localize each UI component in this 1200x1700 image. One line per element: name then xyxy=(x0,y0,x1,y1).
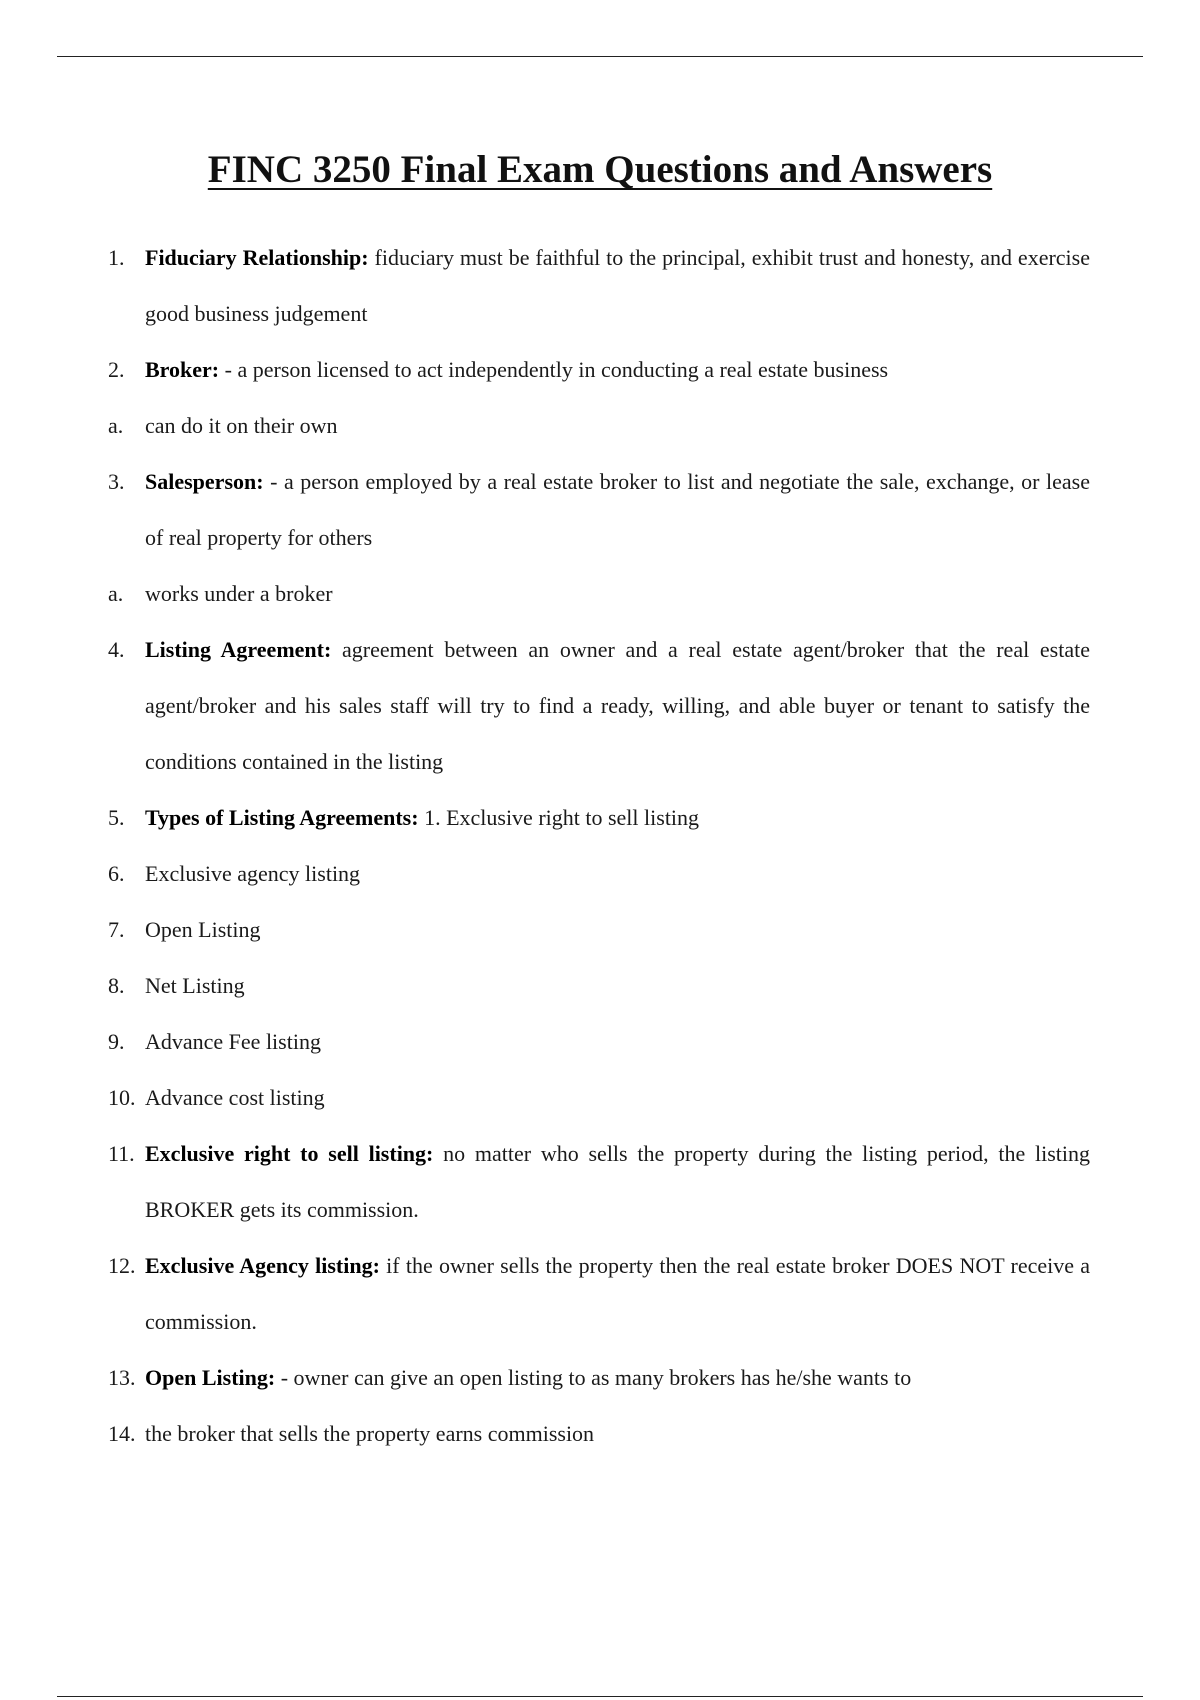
item-definition: - a person employed by a real estate broker to list and negotiate the sale, exchange, or lease of real property for others xyxy=(145,469,1090,550)
item-term: Exclusive right to sell listing: xyxy=(145,1141,434,1166)
item-number: 1. xyxy=(108,245,125,270)
qa-list xyxy=(0,230,1200,1462)
item-text xyxy=(145,1014,1090,1070)
list-item xyxy=(0,622,1200,790)
list-item xyxy=(0,398,1200,454)
top-rule xyxy=(57,56,1143,57)
item-text xyxy=(145,790,1090,846)
item-text xyxy=(145,622,1090,790)
item-definition: Advance Fee listing xyxy=(145,1029,321,1054)
list-item xyxy=(0,958,1200,1014)
item-definition: 1. Exclusive right to sell listing xyxy=(418,805,700,830)
item-text xyxy=(145,230,1090,342)
item-definition: - owner can give an open listing to as many brokers has he/she wants to xyxy=(275,1365,912,1390)
list-item xyxy=(0,454,1200,566)
item-definition: can do it on their own xyxy=(145,413,338,438)
item-text xyxy=(145,1350,1090,1406)
item-definition: agreement between an owner and a real estate agent/broker that the real estate agent/broker and his sales staff will try to find a ready, willing, and able buyer or tenant to satisfy the conditions contained in the listing xyxy=(145,637,1090,774)
item-term: Exclusive Agency listing: xyxy=(145,1253,380,1278)
item-definition: works under a broker xyxy=(145,581,333,606)
item-text xyxy=(145,846,1090,902)
item-text xyxy=(145,902,1090,958)
item-number: 4. xyxy=(108,637,125,662)
item-number: 9. xyxy=(108,1029,125,1054)
item-term: Fiduciary Relationship: xyxy=(145,245,369,270)
item-number: 6. xyxy=(108,861,125,886)
item-number: 2. xyxy=(108,357,125,382)
item-definition: Open Listing xyxy=(145,917,261,942)
list-item xyxy=(0,1350,1200,1406)
list-item xyxy=(0,1014,1200,1070)
item-number: 11. xyxy=(108,1141,135,1166)
page-title: FINC 3250 Final Exam Questions and Answers xyxy=(207,148,993,191)
item-definition: fiduciary must be faithful to the principal, exhibit trust and honesty, and exercise good business judgement xyxy=(145,245,1090,326)
item-definition: Net Listing xyxy=(145,973,245,998)
list-item xyxy=(0,230,1200,342)
item-number: 14. xyxy=(108,1421,136,1446)
list-item xyxy=(0,566,1200,622)
item-text xyxy=(145,1406,1090,1462)
item-text xyxy=(145,1070,1090,1126)
list-item xyxy=(0,1126,1200,1238)
item-text xyxy=(145,342,1090,398)
item-definition: if the owner sells the property then the real estate broker DOES NOT receive a commission. xyxy=(145,1253,1090,1334)
bottom-rule xyxy=(57,1696,1143,1697)
item-number: 12. xyxy=(108,1253,136,1278)
list-item xyxy=(0,342,1200,398)
item-number: 8. xyxy=(108,973,125,998)
list-item xyxy=(0,846,1200,902)
item-number: a. xyxy=(108,413,124,438)
list-item xyxy=(0,790,1200,846)
item-text xyxy=(145,398,1090,454)
item-number: 5. xyxy=(108,805,125,830)
item-text xyxy=(145,566,1090,622)
item-definition: Exclusive agency listing xyxy=(145,861,361,886)
item-definition: the broker that sells the property earns commission xyxy=(145,1421,595,1446)
list-item xyxy=(0,1238,1200,1350)
item-term: Types of Listing Agreements: xyxy=(145,805,419,830)
item-number: 7. xyxy=(108,917,125,942)
item-number: 10. xyxy=(108,1085,136,1110)
item-definition: - a person licensed to act independently in conducting a real estate business xyxy=(219,357,889,382)
item-definition: Advance cost listing xyxy=(145,1085,325,1110)
list-item xyxy=(0,1406,1200,1462)
item-definition: no matter who sells the property during the listing period, the listing BROKER gets its commission. xyxy=(145,1141,1091,1222)
item-number: 3. xyxy=(108,469,125,494)
item-text xyxy=(145,1238,1090,1350)
item-term: Open Listing: xyxy=(145,1365,276,1390)
list-item xyxy=(0,902,1200,958)
item-number: a. xyxy=(108,581,124,606)
item-text xyxy=(145,1126,1090,1238)
item-term: Broker: xyxy=(145,357,220,382)
item-term: Listing Agreement: xyxy=(145,637,332,662)
item-text xyxy=(145,454,1090,566)
item-term: Salesperson: xyxy=(145,469,264,494)
item-text xyxy=(145,958,1090,1014)
list-item xyxy=(0,1070,1200,1126)
item-number: 13. xyxy=(108,1365,136,1390)
